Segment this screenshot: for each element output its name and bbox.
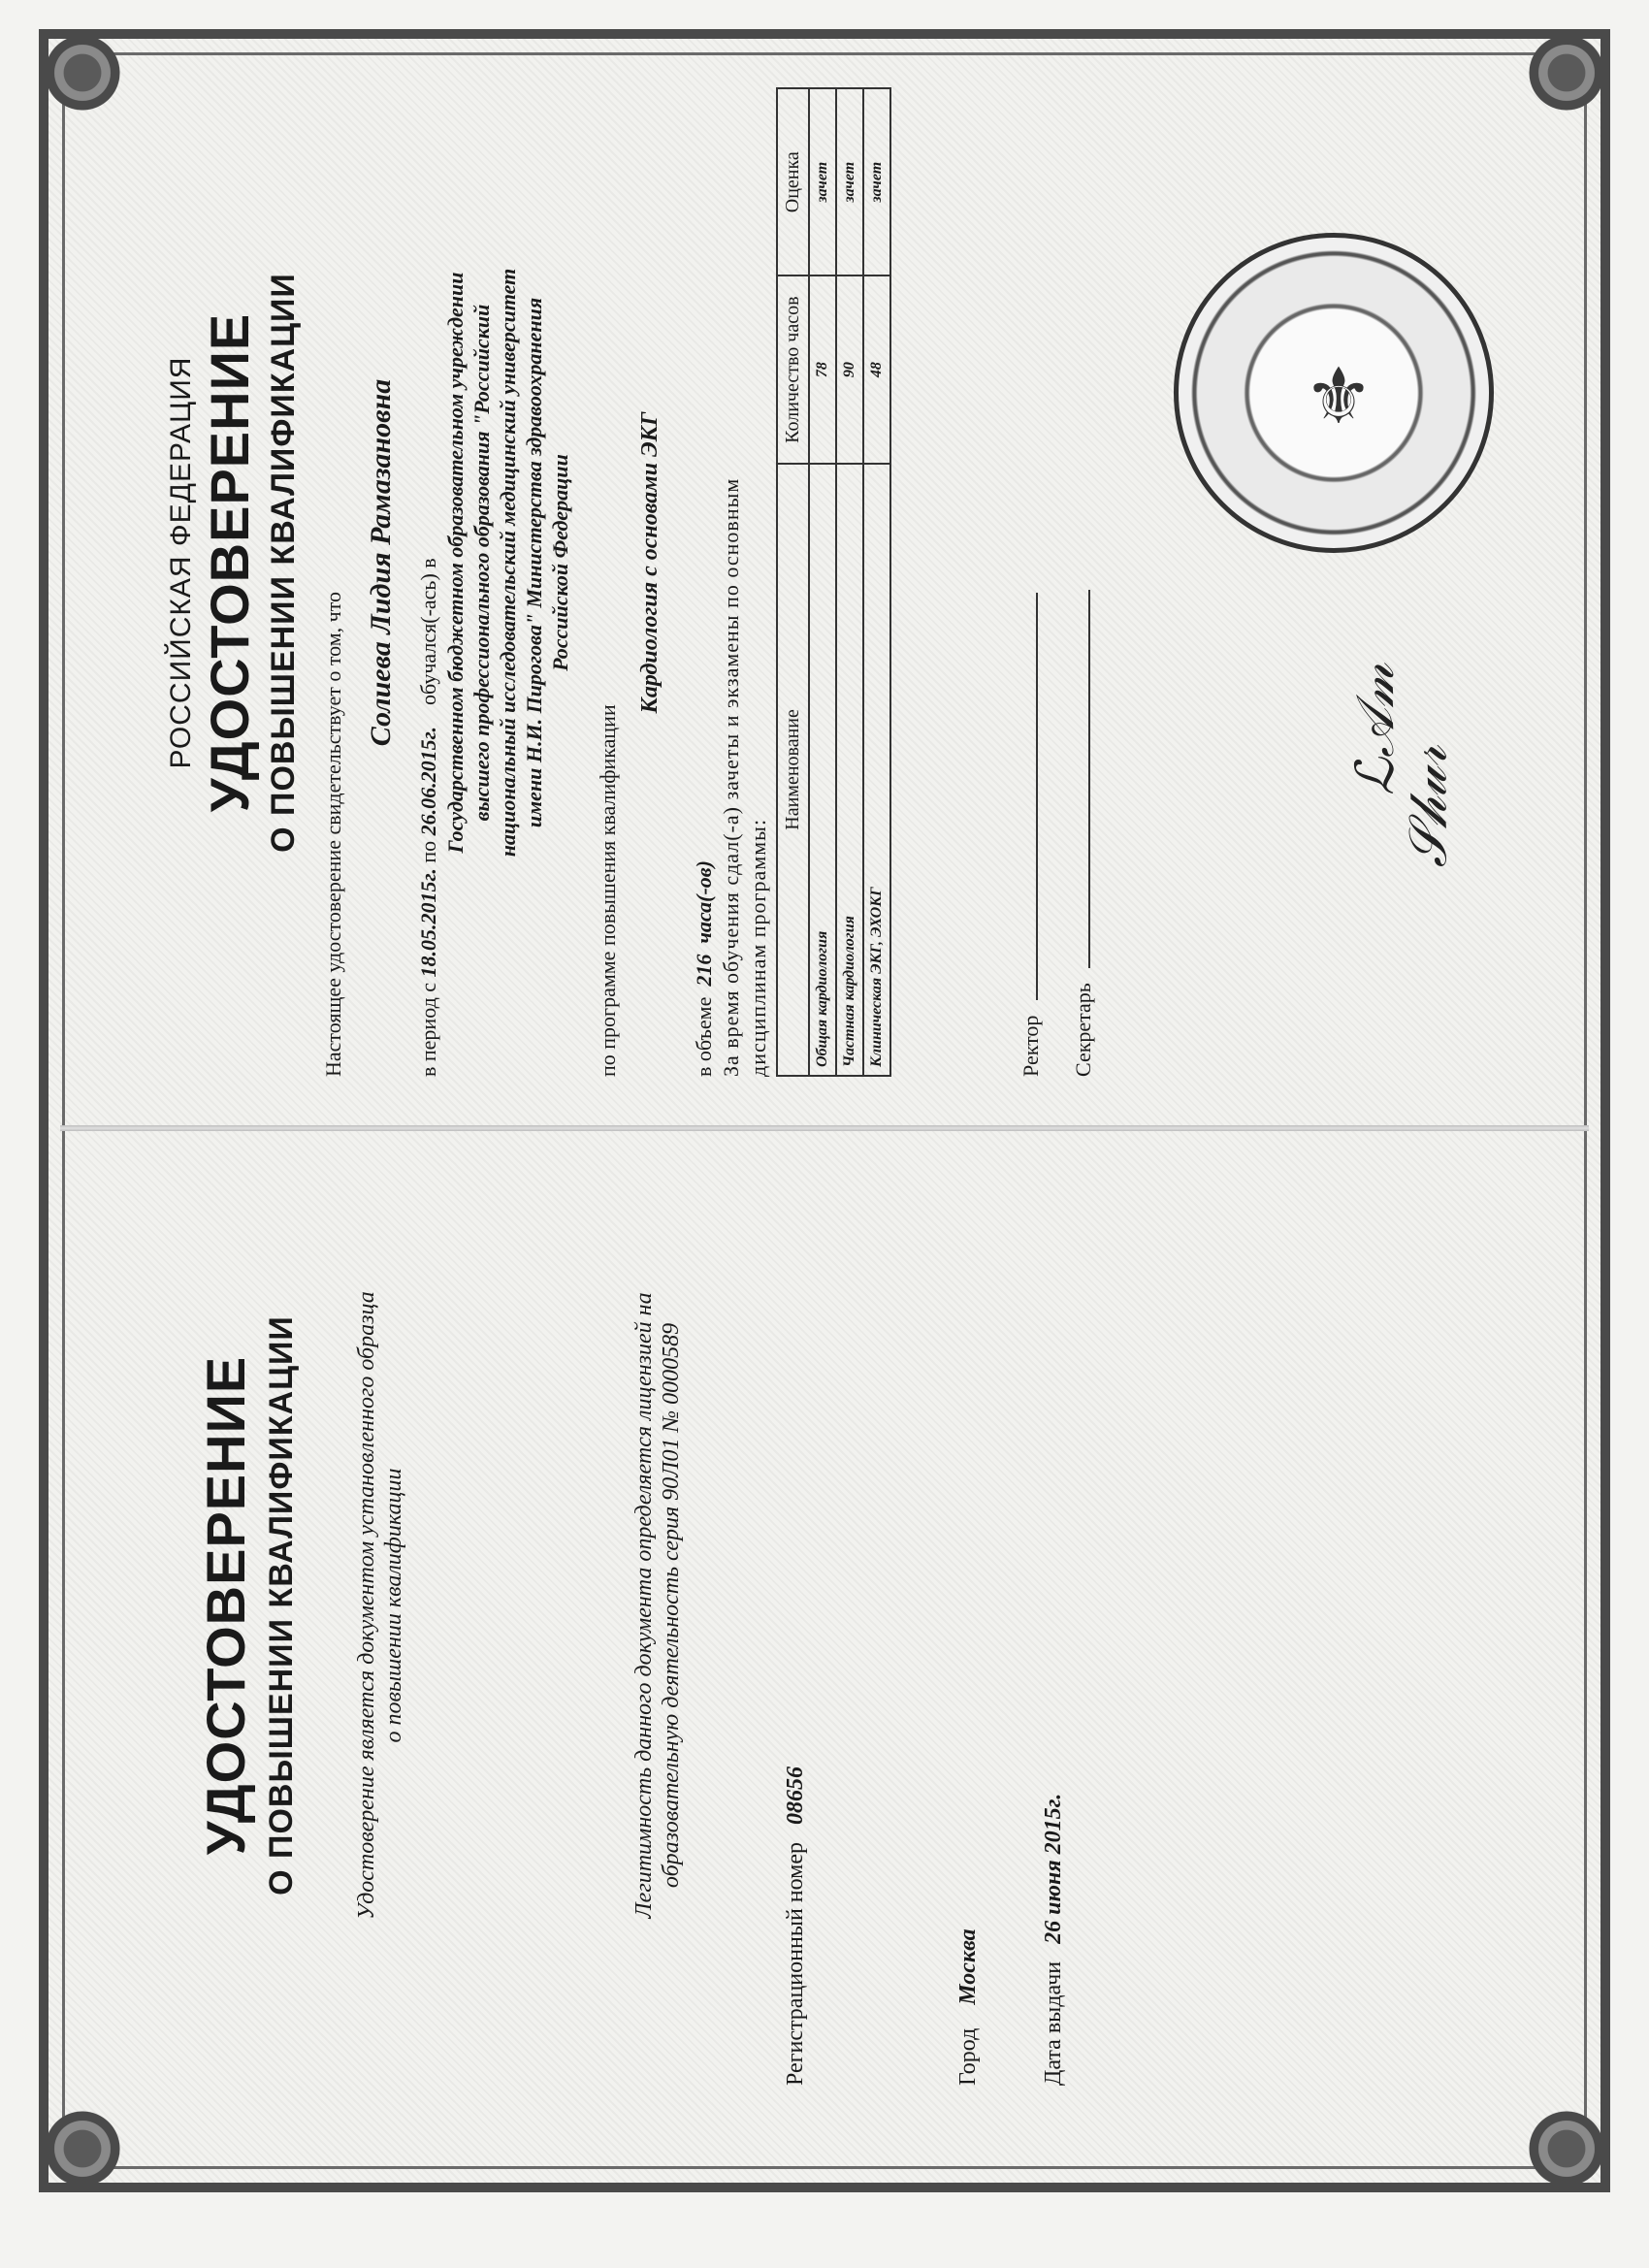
discipline-hours: 78 — [809, 275, 836, 463]
discipline-grade: зачет — [836, 88, 863, 275]
legitimacy-line2: образовательную деятельность серия 90Л01 № 0000589 — [659, 1322, 684, 1889]
city: Москва — [955, 1928, 981, 2005]
discipline-grade: зачет — [863, 88, 890, 275]
exams-line2: дисциплинам программы: — [746, 818, 770, 1077]
secretary-signature: 𝒮𝒽𝓊𝓇 — [1399, 745, 1458, 868]
secretary-signature-line — [1088, 590, 1090, 968]
cover-statement-line1: Удостоверение является документом установленного образца — [354, 1291, 379, 1920]
reg-number: 08656 — [783, 1766, 808, 1825]
content-page — [155, 49, 1562, 1077]
column-header: Оценка — [777, 88, 809, 275]
discipline-hours: 48 — [863, 275, 890, 463]
discipline-name: Общая кардиология — [809, 464, 836, 1076]
institution-line3: национальный исследовательский медицинский университет — [496, 268, 520, 858]
period-prefix: в период с — [416, 982, 440, 1077]
exams-line1: За время обучения сдал(-а) зачеты и экзамены по основным — [719, 477, 743, 1077]
secretary-label: Секретарь — [1071, 983, 1095, 1077]
discipline-hours: 90 — [836, 275, 863, 463]
institution-line2: высшего профессионального образования "Российский — [469, 304, 494, 822]
intro-text: Настоящее удостоверение свидетельствует о том, что — [321, 591, 345, 1077]
cover-subtitle: О ПОВЫШЕНИИ КВАЛИФИКАЦИИ — [263, 1315, 300, 1895]
rector-label: Ректор — [1018, 1015, 1043, 1077]
corner-ornament — [39, 2105, 126, 2192]
table-row — [836, 88, 863, 1076]
volume-unit: часа(-ов) — [692, 860, 716, 944]
cover-title: УДОСТОВЕРЕНИЕ — [195, 1355, 256, 1856]
legitimacy-line1: Легитимность данного документа определяется лицензией на — [631, 1292, 657, 1919]
institution-line4: имени Н.И. Пирогова" Министерства здравоохранения — [522, 297, 546, 828]
discipline-grade: зачет — [809, 88, 836, 275]
period-suffix: обучался(-ась) в — [416, 558, 440, 705]
date-to: 26.06.2015г. — [416, 727, 440, 836]
discipline-name: Частная кардиология — [836, 464, 863, 1076]
column-header: Наименование — [777, 464, 809, 1076]
corner-ornament — [39, 29, 126, 116]
hours-total: 216 — [692, 954, 716, 987]
city-label: Город — [955, 2027, 981, 2086]
institution-line5: Российской Федерации — [548, 454, 572, 671]
date-from: 18.05.2015г. — [416, 868, 440, 978]
volume-prefix: в объеме — [692, 996, 716, 1077]
country-heading: РОССИЙСКАЯ ФЕДЕРАЦИЯ — [165, 356, 197, 769]
program-label: по программе повышения квалификации — [596, 704, 620, 1077]
cover-statement-line2: о повышении квалификации — [381, 1468, 406, 1743]
content-subtitle: О ПОВЫШЕНИИ КВАЛИФИКАЦИИ — [265, 273, 302, 853]
cover-page — [175, 1125, 1203, 2086]
issue-date-label: Дата выдачи — [1041, 1960, 1066, 2086]
institution-line1: Государственном бюджетном образовательном учреждении — [443, 272, 468, 854]
disciplines-table — [776, 87, 891, 1077]
reg-number-label: Регистрационный номер — [783, 1841, 808, 2086]
content-title: УДОСТОВЕРЕНИЕ — [199, 312, 260, 813]
eagle-emblem-icon: ⚜ — [1304, 355, 1374, 440]
holder-name: Солиева Лидия Рамазановна — [365, 378, 397, 747]
column-header: Количество часов — [777, 275, 809, 463]
period-mid: по — [416, 840, 440, 863]
program-name: Кардиология с основами ЭКГ — [637, 411, 663, 714]
rector-signature-line — [1036, 593, 1038, 1000]
corner-ornament — [1523, 2105, 1610, 2192]
issue-date: 26 июня 2015г. — [1041, 1793, 1066, 1944]
discipline-name: Клиническая ЭКГ, ЭХОКГ — [863, 464, 890, 1076]
table-row — [809, 88, 836, 1076]
rector-signature: ℒ𝒜𝓂 — [1345, 664, 1405, 795]
table-row — [863, 88, 890, 1076]
